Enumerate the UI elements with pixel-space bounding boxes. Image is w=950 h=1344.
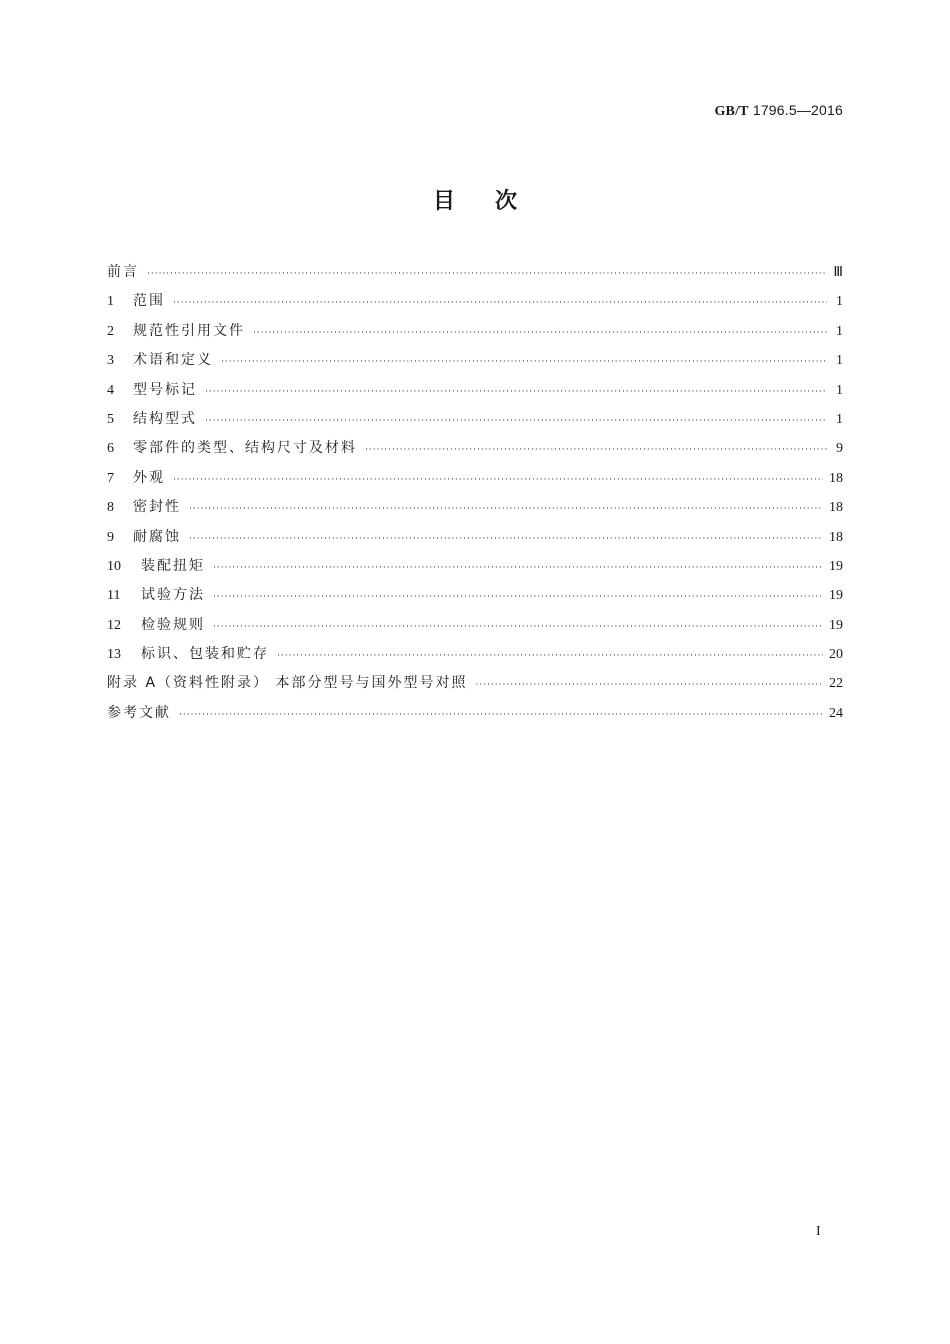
toc-entry[interactable]: [107, 581, 843, 610]
toc-entry-title: 前言: [107, 264, 139, 280]
toc-entry[interactable]: [107, 346, 843, 375]
toc-entry-number: 2: [107, 323, 114, 339]
toc-dot-leader: [205, 407, 827, 436]
toc-list: [107, 258, 843, 728]
toc-entry-title: 结构型式: [133, 410, 197, 427]
toc-entry-page: 1: [836, 411, 843, 427]
toc-dot-leader: [475, 671, 823, 700]
toc-entry-page: 18: [829, 529, 843, 545]
toc-entry-title: 附录 A（资料性附录） 本部分型号与国外型号对照: [107, 675, 468, 692]
toc-entry-title: 规范性引用文件: [133, 322, 245, 339]
toc-dot-leader: [189, 495, 823, 524]
toc-entry-page: 24: [829, 705, 843, 721]
toc-entry-number: 6: [107, 441, 114, 457]
toc-entry-number: 9: [107, 529, 114, 545]
toc-dot-leader: [173, 289, 827, 318]
toc-entry-page: 1: [836, 382, 843, 398]
toc-entry[interactable]: [107, 493, 843, 522]
toc-entry-page: 19: [829, 588, 843, 604]
toc-entry-title: 术语和定义: [133, 352, 213, 369]
toc-entry-number: 4: [107, 382, 114, 398]
toc-entry-title: 范围: [133, 293, 165, 310]
toc-entry[interactable]: [107, 317, 843, 346]
toc-entry[interactable]: [107, 611, 843, 640]
toc-entry-page: 1: [836, 294, 843, 310]
toc-dot-leader: [147, 260, 827, 289]
toc-entry-title: 零部件的类型、结构尺寸及材料: [133, 440, 357, 457]
toc-dot-leader: [221, 348, 827, 377]
toc-dot-leader: [179, 701, 823, 730]
standard-code: GB/T: [714, 104, 749, 119]
toc-entry-number: 13: [107, 647, 121, 663]
toc-entry-title: 外观: [133, 469, 165, 486]
toc-entry-number: 1: [107, 294, 114, 310]
toc-dot-leader: [189, 525, 823, 554]
toc-dot-leader: [213, 613, 823, 642]
toc-entry-page: Ⅲ: [833, 265, 843, 280]
toc-entry[interactable]: [107, 669, 843, 698]
toc-entry-page: 22: [829, 676, 843, 692]
toc-entry-page: 19: [829, 617, 843, 633]
toc-dot-leader: [213, 554, 823, 583]
toc-entry-number: 5: [107, 411, 114, 427]
toc-entry-page: 1: [836, 353, 843, 369]
standard-number: [714, 102, 843, 120]
toc-entry-number: 7: [107, 470, 114, 486]
toc-entry-page: 19: [829, 558, 843, 574]
toc-entry-title: 标识、包装和贮存: [141, 646, 269, 663]
toc-entry-title: 试验方法: [141, 587, 205, 604]
toc-dot-leader: [277, 642, 823, 671]
page-title: 目次: [432, 189, 557, 214]
toc-entry[interactable]: [107, 376, 843, 405]
toc-entry-number: 11: [107, 588, 121, 604]
toc-dot-leader: [253, 319, 827, 348]
toc-entry-page: 1: [836, 323, 843, 339]
toc-entry[interactable]: [107, 434, 843, 463]
toc-entry-title: 检验规则: [141, 616, 205, 633]
toc-entry[interactable]: [107, 405, 843, 434]
toc-dot-leader: [205, 378, 827, 407]
toc-entry[interactable]: [107, 523, 843, 552]
toc-entry-number: 3: [107, 353, 114, 369]
toc-entry[interactable]: [107, 287, 843, 316]
toc-entry[interactable]: [107, 640, 843, 669]
toc-entry[interactable]: [107, 699, 843, 728]
standard-num: 1796.5—2016: [752, 102, 843, 118]
toc-entry-title: 耐腐蚀: [133, 528, 181, 545]
toc-entry-page: 20: [829, 647, 843, 663]
toc-entry-number: 8: [107, 500, 114, 516]
page-number: I: [816, 1224, 821, 1239]
toc-entry-title: 密封性: [133, 499, 181, 516]
toc-entry[interactable]: [107, 552, 843, 581]
toc-dot-leader: [173, 466, 823, 495]
toc-entry-page: 9: [836, 441, 843, 457]
toc-entry-page: 18: [829, 500, 843, 516]
toc-entry-page: 18: [829, 470, 843, 486]
toc-entry-title: 型号标记: [133, 381, 197, 398]
toc-entry-title: 装配扭矩: [141, 557, 205, 574]
toc-entry[interactable]: [107, 258, 843, 287]
toc-entry[interactable]: [107, 464, 843, 493]
toc-entry-title: 参考文献: [107, 704, 171, 721]
toc-dot-leader: [213, 583, 823, 612]
toc-dot-leader: [365, 436, 827, 465]
toc-entry-number: 12: [107, 617, 121, 633]
toc-entry-number: 10: [107, 558, 121, 574]
